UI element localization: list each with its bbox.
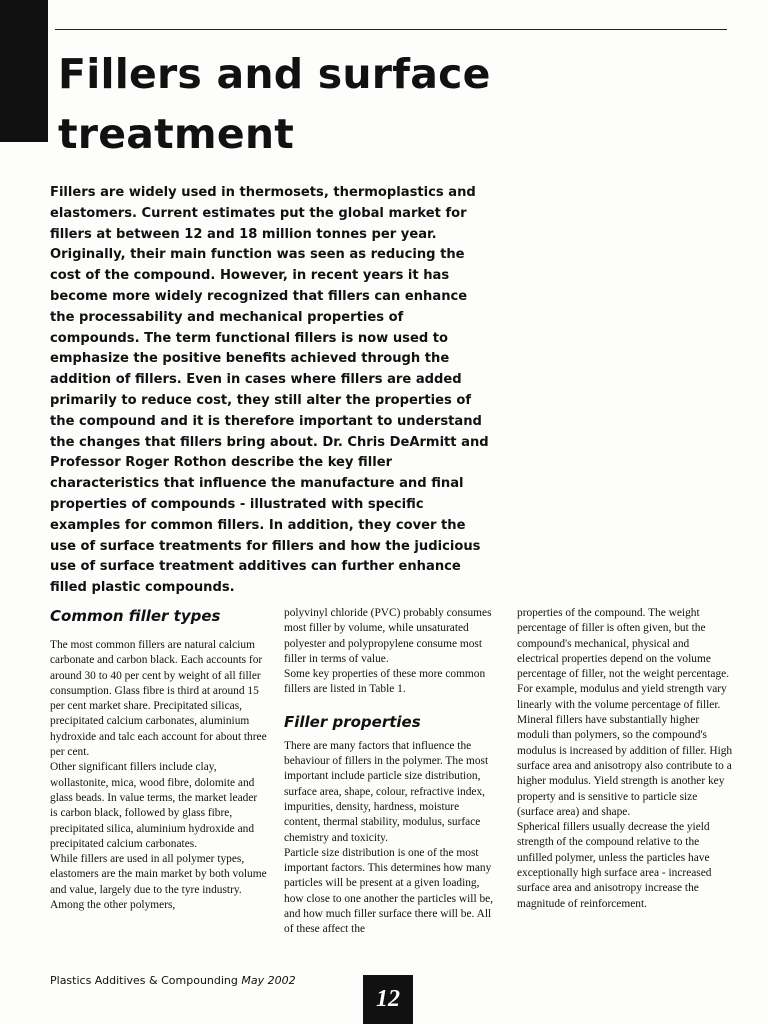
page-number: 12 <box>363 975 413 1024</box>
paragraph: Other significant fillers include clay, wollastonite, mica, wood fibre, dolomite and glass beads. In value terms, the market leader is carbon black, followed by glass fibre, precipitated silica, aluminium hydroxide and precipitated calcium carbonates. <box>50 761 258 850</box>
column-1 <box>50 606 267 913</box>
column-2 <box>284 606 498 938</box>
paragraph: While fillers are used in all polymer types, elastomers are the main market by both volume and value, largely due to the tyre industry. Among the other polymers, <box>50 853 267 912</box>
paragraph: polyvinyl chloride (PVC) probably consumes most filler by volume, while unsaturated polyester and polypropylene consume most filler in terms of value. <box>284 607 492 665</box>
paragraph: Mineral fillers have substantially higher moduli than polymers, so the compound's modulus is increased by addition of filler. High surface area and anisotropy also contribute to a higher modulus. Yield strength is another key property and is sensitive to particle size (surface area) and shape. <box>517 714 733 818</box>
paragraph: The most common fillers are natural calcium carbonate and carbon black. Each accounts for around 30 to 40 per cent by weight of all filler consumption. Glass fibre is third at around 15 per cent market share. Precipitated silicas, precipitated calcium carbonates, aluminium hydroxide and talc each account for about three per cent. <box>50 639 267 759</box>
journal-name: Plastics Additives & Compounding <box>50 974 238 987</box>
article-intro: Fillers are widely used in thermosets, thermoplastics and elastomers. Current estimates put the global market for fillers at between 12 and 18 million tonnes per year. Originally, their main function was seen as reducing the cost of the compound. However, in recent years it has become more widely recognized that fillers can enhance the processability and mechanical properties of compounds. The term functional fillers is now used to emphasize the positive benefits achieved through the addition of fillers. Even in cases where fillers are added primarily to reduce cost, they still alter the properties of the compound and it is therefore important to understand the changes that fillers bring about. Dr. Chris DeArmitt and Professor Roger Rothon describe the key filler characteristics that influence the manufacture and final properties of compounds - illustrated with specific examples for common fillers. In addition, they cover the use of surface treatments for fillers and how the judicious use of surface treatment additives can further enhance filled plastic compounds. <box>50 185 489 596</box>
paragraph: Some key properties of these more common fillers are listed in Table 1. <box>284 668 486 696</box>
paragraph: Spherical fillers usually decrease the yield strength of the compound relative to the unfilled polymer, unless the particles have exceptionally high surface area - increased surface area and anisotropy increase the magnitude of reinforcement. <box>517 821 712 910</box>
paragraph: properties of the compound. The weight percentage of filler is often given, but the compound's mechanical, physical and electrical properties depend on the volume percentage of filler, not the weight percentage. For example, modulus and yield strength vary linearly with the volume percentage of filler. <box>517 607 730 711</box>
paragraph: There are many factors that influence the behaviour of fillers in the polymer. The most important include particle size distribution, surface area, shape, colour, refractive index, impurities, density, hardness, moisture content, thermal stability, modulus, surface chemistry and toxicity. <box>284 739 489 844</box>
black-margin-tab <box>0 0 48 142</box>
column-3 <box>517 606 733 912</box>
issue-date: May 2002 <box>241 974 296 987</box>
article-title: Fillers and surface treatment <box>58 50 491 158</box>
footer-journal <box>50 974 296 987</box>
paragraph: Particle size distribution is one of the most important factors. This determines how many particles will be present at a given loading, how close to one another the particles will be, and how much filler surface there will be. All of these affect the <box>284 846 494 936</box>
section-heading-common-filler-types: Common filler types <box>50 607 221 625</box>
top-rule <box>55 29 727 30</box>
section-heading-filler-properties: Filler properties <box>284 712 421 731</box>
